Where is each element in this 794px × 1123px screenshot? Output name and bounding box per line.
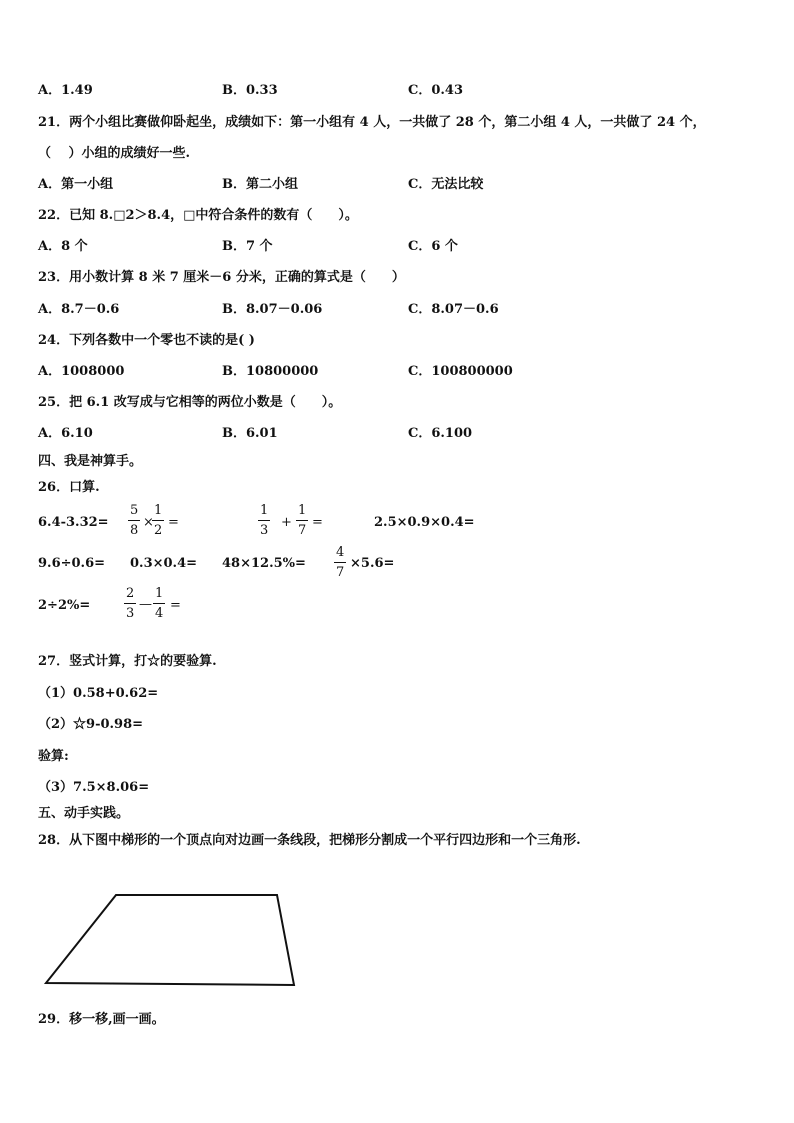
q24-question: 24．下列各数中一个零也不读的是( ): [38, 333, 255, 348]
denominator: 7: [298, 523, 307, 538]
q25-question: 25．把 6.1 改写成与它相等的两位小数是（ ）。: [38, 395, 342, 410]
q21-option-c: C．无法比较: [408, 177, 484, 192]
q26-r1-c2-op: ×: [143, 515, 154, 530]
numerator: 1: [154, 503, 163, 518]
q26-r1-c4: 2.5×0.9×0.4=: [374, 515, 475, 530]
numerator: 1: [155, 586, 164, 601]
q26-r1-c2-eq: =: [168, 515, 179, 530]
trapezoid-shape: [46, 895, 294, 985]
numerator: 1: [260, 503, 269, 518]
q23-option-a: A．8.7－0.6: [38, 302, 120, 317]
q27-check-label: 验算:: [38, 749, 69, 764]
numerator: 5: [130, 503, 139, 518]
numerator: 4: [336, 545, 345, 560]
q27-title: 27．竖式计算，打☆的要验算.: [38, 654, 217, 669]
q21-question-cont: （ ）小组的成绩好一些.: [38, 146, 191, 161]
q26-r3-c2-eq: =: [170, 598, 181, 613]
q22-option-c: C．6 个: [408, 239, 458, 254]
q21-option-b: B．第二小组: [222, 177, 298, 192]
q22-option-b: B．7 个: [222, 239, 273, 254]
q26-r2-c1: 9.6÷0.6=: [38, 556, 106, 571]
numerator: 2: [126, 586, 135, 601]
q24-option-a: A．1008000: [38, 364, 125, 379]
q26-r1-c3-op: +: [281, 515, 292, 530]
q26-r2-c3: 48×12.5%=: [222, 556, 306, 571]
q26-r1-c1: 6.4-3.32=: [38, 515, 109, 530]
q26-r1-c3-eq: =: [312, 515, 323, 530]
q25-option-c: C．6.100: [408, 426, 473, 441]
q26-r2-c4-rest: ×5.6=: [350, 556, 395, 571]
q25-option-a: A．6.10: [38, 426, 93, 441]
q22-option-a: A．8 个: [38, 239, 88, 254]
q23-question: 23．用小数计算 8 米 7 厘米－6 分米，正确的算式是（ ）: [38, 270, 405, 285]
q24-option-b: B．10800000: [222, 364, 319, 379]
denominator: 3: [126, 606, 135, 621]
q21-option-a: A．第一小组: [38, 177, 114, 192]
q26-r2-c2: 0.3×0.4=: [130, 556, 198, 571]
q22-question: 22．已知 8.□2＞8.4，□中符合条件的数有（ ）。: [38, 208, 358, 223]
q20-option-c: C．0.43: [408, 83, 464, 98]
q21-question: 21．两个小组比赛做仰卧起坐，成绩如下：第一小组有 4 人，一共做了 28 个，第二小组 4 人，一共做了 24 个，: [38, 115, 706, 130]
q27-item-3: （3）7.5×8.06=: [38, 780, 150, 795]
section-5-heading: 五、动手实践。: [38, 806, 130, 821]
q20-option-b: B．0.33: [222, 83, 278, 98]
q25-option-b: B．6.01: [222, 426, 278, 441]
q23-option-c: C．8.07－0.6: [408, 302, 499, 317]
denominator: 4: [155, 606, 164, 621]
q23-option-b: B．8.07－0.06: [222, 302, 323, 317]
q28-question: 28．从下图中梯形的一个顶点向对边画一条线段，把梯形分割成一个平行四边形和一个三角形.: [38, 833, 581, 848]
q20-option-a: A．1.49: [38, 83, 93, 98]
q24-option-c: C．100800000: [408, 364, 513, 379]
section-4-heading: 四、我是神算手。: [38, 454, 143, 469]
denominator: 8: [130, 523, 139, 538]
denominator: 7: [336, 565, 345, 580]
q26-title: 26．口算.: [38, 480, 100, 495]
q29-question: 29．移一移,画一画。: [38, 1012, 165, 1027]
numerator: 1: [298, 503, 307, 518]
denominator: 2: [154, 523, 163, 538]
denominator: 3: [260, 523, 269, 538]
q26-r3-c1: 2÷2%=: [38, 598, 91, 613]
q27-item-2: （2）☆9-0.98=: [38, 717, 144, 732]
q27-item-1: （1）0.58+0.62=: [38, 686, 159, 701]
q26-r3-c2-op: —: [139, 597, 152, 612]
